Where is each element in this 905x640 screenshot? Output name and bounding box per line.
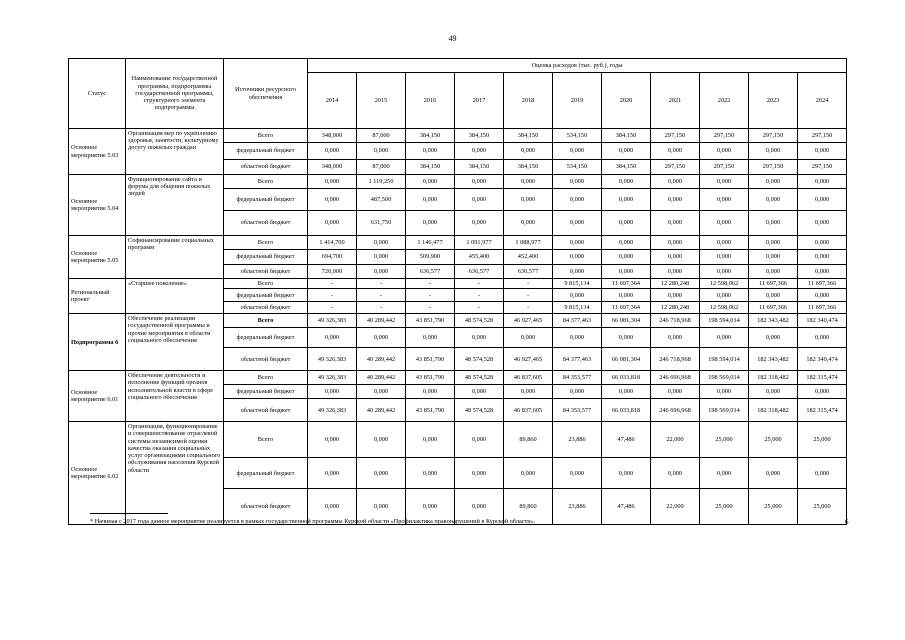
value-cell: 0,000	[553, 143, 602, 160]
value-cell: 0,000	[700, 250, 749, 265]
year-header: 2018	[504, 73, 553, 129]
value-cell: 84 353,577	[553, 371, 602, 385]
value-cell: 0,000	[553, 458, 602, 489]
value-cell: 0,000	[602, 385, 651, 399]
value-cell: 0,000	[455, 211, 504, 236]
value-cell: 384,150	[504, 129, 553, 143]
value-cell: 46 927,465	[504, 314, 553, 328]
value-cell: 49 326,383	[308, 314, 357, 328]
year-header: 2023	[749, 73, 798, 129]
value-cell: 11 697,366	[798, 302, 847, 314]
value-cell: 0,000	[504, 175, 553, 189]
value-cell: 297,150	[749, 129, 798, 143]
value-cell: 0,000	[553, 265, 602, 279]
value-cell: 0,000	[749, 189, 798, 211]
value-cell: 0,000	[798, 328, 847, 348]
value-cell: 0,000	[406, 328, 455, 348]
name-cell: Функционирование сайта и форума для общения пожилых людей	[126, 175, 224, 236]
value-cell: 0,000	[357, 489, 406, 525]
value-cell: -	[455, 279, 504, 289]
value-cell: 0,000	[406, 458, 455, 489]
value-cell: 0,000	[455, 328, 504, 348]
value-cell: 0,000	[553, 289, 602, 302]
value-cell: 12 280,248	[651, 279, 700, 289]
value-cell: 11 697,366	[798, 279, 847, 289]
page-number: 49	[448, 34, 457, 43]
value-cell: 25,000	[749, 489, 798, 525]
value-cell: -	[308, 289, 357, 302]
value-cell: 0,000	[406, 189, 455, 211]
value-cell: 49 326,383	[308, 399, 357, 422]
value-cell: 694,700	[308, 250, 357, 265]
value-cell: 0,000	[700, 458, 749, 489]
value-cell: 48 574,528	[455, 371, 504, 385]
value-cell: 0,000	[798, 250, 847, 265]
value-cell: 43 851,790	[406, 371, 455, 385]
table-body	[69, 129, 847, 525]
value-cell: -	[504, 279, 553, 289]
value-cell: 89,860	[504, 422, 553, 458]
footnote-divider	[90, 513, 168, 514]
value-cell: 87,000	[357, 160, 406, 175]
source-cell: областной бюджет	[224, 348, 308, 371]
value-cell: 0,000	[406, 489, 455, 525]
value-cell: 0,000	[553, 385, 602, 399]
source-cell: федеральный бюджет	[224, 328, 308, 348]
value-cell: 384,150	[602, 129, 651, 143]
value-cell: 0,000	[700, 236, 749, 250]
value-cell: 384,150	[504, 160, 553, 175]
value-cell: 246 696,968	[651, 399, 700, 422]
value-cell: -	[357, 302, 406, 314]
value-cell: 720,000	[308, 265, 357, 279]
value-cell: 182 315,474	[798, 399, 847, 422]
value-cell: 0,000	[602, 250, 651, 265]
source-cell: Всего	[224, 314, 308, 328]
source-cell: федеральный бюджет	[224, 250, 308, 265]
name-cell: Организация, функционирование и совершенствование отраслевой системы независимой оценки качества оказания социальных услуг организациями социального обслуживания населения Курской области	[126, 422, 224, 525]
value-cell: 636,577	[504, 265, 553, 279]
value-cell: 0,000	[357, 236, 406, 250]
value-cell: 534,150	[553, 129, 602, 143]
value-cell: 297,150	[798, 160, 847, 175]
source-cell: областной бюджет	[224, 265, 308, 279]
source-cell: федеральный бюджет	[224, 143, 308, 160]
estimate-header: Оценка расходов (тыс. руб.), годы	[308, 59, 847, 73]
name-cell: Софинансирование социальных программ	[126, 236, 224, 279]
value-cell: 0,000	[455, 489, 504, 525]
year-header: 2016	[406, 73, 455, 129]
value-cell: 0,000	[602, 211, 651, 236]
value-cell: 297,150	[700, 160, 749, 175]
value-cell: 87,000	[357, 129, 406, 143]
source-cell: Всего	[224, 175, 308, 189]
value-cell: 198 569,014	[700, 371, 749, 385]
year-header: 2022	[700, 73, 749, 129]
source-cell: Всего	[224, 129, 308, 143]
value-cell: 0,000	[798, 265, 847, 279]
value-cell: 384,150	[455, 160, 504, 175]
value-cell: 66 081,304	[602, 348, 651, 371]
value-cell: 23,886	[553, 489, 602, 525]
value-cell: 47,486	[602, 489, 651, 525]
year-header: 2015	[357, 73, 406, 129]
value-cell: 0,000	[651, 250, 700, 265]
value-cell: 534,150	[553, 160, 602, 175]
year-header: 2014	[308, 73, 357, 129]
value-cell: 46 837,605	[504, 371, 553, 385]
value-cell: 0,000	[357, 458, 406, 489]
value-cell: 0,000	[700, 328, 749, 348]
value-cell: 0,000	[602, 458, 651, 489]
table-row	[69, 236, 847, 250]
value-cell: 0,000	[602, 189, 651, 211]
value-cell: 0,000	[553, 236, 602, 250]
value-cell: 297,150	[651, 160, 700, 175]
year-header: 2020	[602, 73, 651, 129]
source-cell: областной бюджет	[224, 399, 308, 422]
value-cell: 0,000	[308, 489, 357, 525]
value-cell: 11 697,364	[602, 279, 651, 289]
table-row	[69, 422, 847, 458]
value-cell: 0,000	[455, 422, 504, 458]
value-cell: 9 815,134	[553, 279, 602, 289]
value-cell: 43 851,790	[406, 314, 455, 328]
value-cell: 0,000	[308, 385, 357, 399]
value-cell: 12 280,248	[651, 302, 700, 314]
value-cell: 0,000	[455, 458, 504, 489]
value-cell: 0,000	[406, 175, 455, 189]
value-cell: -	[357, 279, 406, 289]
status-header: Статус	[69, 59, 126, 129]
value-cell: 0,000	[504, 385, 553, 399]
value-cell: 0,000	[651, 328, 700, 348]
value-cell: -	[308, 279, 357, 289]
value-cell: 0,000	[602, 236, 651, 250]
value-cell: 297,150	[749, 160, 798, 175]
value-cell: 384,150	[455, 129, 504, 143]
table-header	[69, 59, 847, 129]
value-cell: 25,000	[798, 489, 847, 525]
value-cell: 0,000	[553, 328, 602, 348]
value-cell: 0,000	[357, 250, 406, 265]
value-cell: 0,000	[504, 189, 553, 211]
value-cell: 384,150	[602, 160, 651, 175]
value-cell: 0,000	[357, 328, 406, 348]
value-cell: 509,900	[406, 250, 455, 265]
name-cell: Обеспечение реализации государственной программы и прочие мероприятия в области социального обеспечения	[126, 314, 224, 371]
value-cell: 0,000	[357, 385, 406, 399]
value-cell: 0,000	[406, 211, 455, 236]
value-cell: -	[455, 289, 504, 302]
value-cell: 0,000	[504, 328, 553, 348]
value-cell: 40 289,442	[357, 314, 406, 328]
name-header: Наименование государственной программы, подпрограммы государственной программы, структурного элемента подпрограммы	[126, 59, 224, 129]
value-cell: 25,000	[798, 422, 847, 458]
value-cell: 22,000	[651, 422, 700, 458]
value-cell: -	[406, 302, 455, 314]
value-cell: 182 318,482	[749, 371, 798, 385]
source-cell: областной бюджет	[224, 211, 308, 236]
value-cell: 0,000	[504, 143, 553, 160]
value-cell: 198 594,014	[700, 314, 749, 328]
value-cell: 0,000	[798, 458, 847, 489]
value-cell: 0,000	[504, 211, 553, 236]
value-cell: 0,000	[700, 265, 749, 279]
value-cell: 182 343,482	[749, 314, 798, 328]
value-cell: 0,000	[798, 211, 847, 236]
value-cell: 0,000	[651, 265, 700, 279]
value-cell: 0,000	[651, 211, 700, 236]
value-cell: 0,000	[651, 289, 700, 302]
value-cell: 0,000	[798, 189, 847, 211]
value-cell: 0,000	[602, 143, 651, 160]
value-cell: 0,000	[553, 211, 602, 236]
source-cell: областной бюджет	[224, 160, 308, 175]
value-cell: 487,500	[357, 189, 406, 211]
value-cell: 84 377,463	[553, 314, 602, 328]
value-cell: 84 377,463	[553, 348, 602, 371]
value-cell: -	[504, 289, 553, 302]
value-cell: 0,000	[357, 265, 406, 279]
value-cell: 89,860	[504, 489, 553, 525]
value-cell: 0,000	[700, 289, 749, 302]
value-cell: 0,000	[308, 211, 357, 236]
value-cell: 40 289,442	[357, 371, 406, 385]
value-cell: 46 837,605	[504, 399, 553, 422]
value-cell: 0,000	[749, 236, 798, 250]
value-cell: 43 851,790	[406, 348, 455, 371]
value-cell: 182 315,474	[798, 371, 847, 385]
value-cell: 0,000	[553, 189, 602, 211]
value-cell: 48 574,528	[455, 399, 504, 422]
value-cell: 182 340,474	[798, 314, 847, 328]
value-cell: 297,150	[798, 129, 847, 143]
value-cell: 48 574,528	[455, 314, 504, 328]
value-cell: 198 594,014	[700, 348, 749, 371]
value-cell: 0,000	[504, 458, 553, 489]
value-cell: 0,000	[308, 175, 357, 189]
status-cell: Основное мероприятие 5.04	[69, 175, 126, 236]
value-cell: 0,000	[798, 175, 847, 189]
value-cell: 0,000	[798, 143, 847, 160]
value-cell: 348,000	[308, 160, 357, 175]
source-cell: областной бюджет	[224, 489, 308, 525]
value-cell: 636,577	[406, 265, 455, 279]
source-cell: федеральный бюджет	[224, 289, 308, 302]
value-cell: 49 326,383	[308, 348, 357, 371]
value-cell: 182 343,482	[749, 348, 798, 371]
value-cell: -	[504, 302, 553, 314]
name-cell: Обеспечение деятельности и исполнение функций органов исполнительной власти в сфере социального обеспечения	[126, 371, 224, 422]
source-cell: федеральный бюджет	[224, 189, 308, 211]
footnote: * Начиная с 2017 года данное мероприятие реализуется в рамках государственной программы Курской области «Профилактика правонарушений в Курской области».	[90, 518, 536, 525]
value-cell: 12 598,062	[700, 279, 749, 289]
value-cell: 182 340,474	[798, 348, 847, 371]
value-cell: 0,000	[749, 250, 798, 265]
value-cell: 631,750	[357, 211, 406, 236]
value-cell: 297,150	[651, 129, 700, 143]
value-cell: 0,000	[357, 143, 406, 160]
value-cell: 0,000	[749, 175, 798, 189]
value-cell: 0,000	[700, 385, 749, 399]
status-cell: Подпрограмма 6	[69, 314, 126, 371]
value-cell: 198 569,014	[700, 399, 749, 422]
value-cell: 0,000	[651, 189, 700, 211]
value-cell: 0,000	[553, 175, 602, 189]
value-cell: 11 697,364	[602, 302, 651, 314]
value-cell: 452,400	[504, 250, 553, 265]
value-cell: 0,000	[455, 189, 504, 211]
value-cell: 48 574,528	[455, 348, 504, 371]
value-cell: 0,000	[700, 143, 749, 160]
value-cell: 0,000	[700, 211, 749, 236]
value-cell: 66 033,818	[602, 399, 651, 422]
value-cell: -	[455, 302, 504, 314]
budget-table	[68, 58, 847, 525]
value-cell: 246 718,968	[651, 348, 700, 371]
value-cell: 0,000	[651, 458, 700, 489]
value-cell: -	[406, 279, 455, 289]
name-cell: Организация мер по укреплению здоровья, занятости, культурному досугу пожилых граждан	[126, 129, 224, 175]
value-cell: 0,000	[798, 289, 847, 302]
value-cell: 0,000	[308, 189, 357, 211]
value-cell: 0,000	[308, 458, 357, 489]
value-cell: 11 697,366	[749, 302, 798, 314]
status-cell: Региональный проект	[69, 279, 126, 314]
value-cell: 12 598,062	[700, 302, 749, 314]
value-cell: 0,000	[749, 458, 798, 489]
value-cell: 40 289,442	[357, 348, 406, 371]
value-cell: 0,000	[602, 265, 651, 279]
year-header: 2017	[455, 73, 504, 129]
value-cell: 1 414,700	[308, 236, 357, 250]
value-cell: 1 088,977	[504, 236, 553, 250]
value-cell: 0,000	[749, 328, 798, 348]
value-cell: 0,000	[406, 385, 455, 399]
value-cell: 22,000	[651, 489, 700, 525]
value-cell: 455,400	[455, 250, 504, 265]
source-cell: Всего	[224, 371, 308, 385]
value-cell: 0,000	[308, 422, 357, 458]
corner-mark: 6	[845, 518, 849, 526]
value-cell: -	[308, 302, 357, 314]
table-row	[69, 314, 847, 328]
table-row	[69, 371, 847, 385]
table-row	[69, 279, 847, 289]
value-cell: 84 353,577	[553, 399, 602, 422]
value-cell: 40 289,442	[357, 399, 406, 422]
value-cell: 25,000	[700, 489, 749, 525]
value-cell: 0,000	[749, 211, 798, 236]
year-header: 2024	[798, 73, 847, 129]
source-cell: федеральный бюджет	[224, 385, 308, 399]
value-cell: 0,000	[455, 385, 504, 399]
value-cell: 0,000	[798, 236, 847, 250]
status-cell: Основное мероприятие 6.02	[69, 422, 126, 525]
year-header: 2021	[651, 73, 700, 129]
name-cell: «Старшее поколение»	[126, 279, 224, 314]
table-row	[69, 129, 847, 143]
value-cell: 0,000	[357, 422, 406, 458]
value-cell: 1 091,977	[455, 236, 504, 250]
status-cell: Основное мероприятие 5.03	[69, 129, 126, 175]
value-cell: 0,000	[700, 175, 749, 189]
value-cell: 0,000	[602, 175, 651, 189]
value-cell: 348,000	[308, 129, 357, 143]
value-cell: 66 081,304	[602, 314, 651, 328]
value-cell: 0,000	[406, 422, 455, 458]
value-cell: 636,577	[455, 265, 504, 279]
value-cell: 25,000	[749, 422, 798, 458]
value-cell: 1 146,477	[406, 236, 455, 250]
value-cell: 0,000	[455, 143, 504, 160]
value-cell: 25,000	[700, 422, 749, 458]
source-cell: федеральный бюджет	[224, 458, 308, 489]
value-cell: 0,000	[749, 289, 798, 302]
status-cell: Основное мероприятие 5.05	[69, 236, 126, 279]
value-cell: 246 718,968	[651, 314, 700, 328]
value-cell: 246 696,968	[651, 371, 700, 385]
value-cell: -	[357, 289, 406, 302]
source-cell: Всего	[224, 236, 308, 250]
value-cell: 0,000	[749, 385, 798, 399]
value-cell: 0,000	[308, 143, 357, 160]
value-cell: 0,000	[651, 175, 700, 189]
value-cell: 297,150	[700, 129, 749, 143]
source-cell: Всего	[224, 279, 308, 289]
value-cell: 43 851,790	[406, 399, 455, 422]
value-cell: 0,000	[700, 189, 749, 211]
value-cell: 0,000	[749, 265, 798, 279]
table-row	[69, 175, 847, 189]
value-cell: 0,000	[651, 143, 700, 160]
source-cell: областной бюджет	[224, 302, 308, 314]
value-cell: 384,150	[406, 129, 455, 143]
value-cell: 46 927,465	[504, 348, 553, 371]
value-cell: 9 815,134	[553, 302, 602, 314]
status-cell: Основное мероприятие 6.01	[69, 371, 126, 422]
value-cell: 0,000	[602, 289, 651, 302]
value-cell: 1 119,250	[357, 175, 406, 189]
value-cell: 0,000	[651, 385, 700, 399]
value-cell: 0,000	[798, 385, 847, 399]
value-cell: 0,000	[553, 250, 602, 265]
value-cell: 49 326,383	[308, 371, 357, 385]
year-header: 2019	[553, 73, 602, 129]
value-cell: 23,886	[553, 422, 602, 458]
value-cell: -	[406, 289, 455, 302]
value-cell: 0,000	[749, 143, 798, 160]
value-cell: 0,000	[308, 328, 357, 348]
sources-header: Источники ресурсного обеспечения	[224, 59, 308, 129]
value-cell: 0,000	[651, 236, 700, 250]
value-cell: 384,150	[406, 160, 455, 175]
value-cell: 66 033,818	[602, 371, 651, 385]
value-cell: 0,000	[602, 328, 651, 348]
value-cell: 0,000	[406, 143, 455, 160]
value-cell: 47,486	[602, 422, 651, 458]
value-cell: 182 318,482	[749, 399, 798, 422]
value-cell: 0,000	[455, 175, 504, 189]
source-cell: Всего	[224, 422, 308, 458]
value-cell: 11 697,366	[749, 279, 798, 289]
